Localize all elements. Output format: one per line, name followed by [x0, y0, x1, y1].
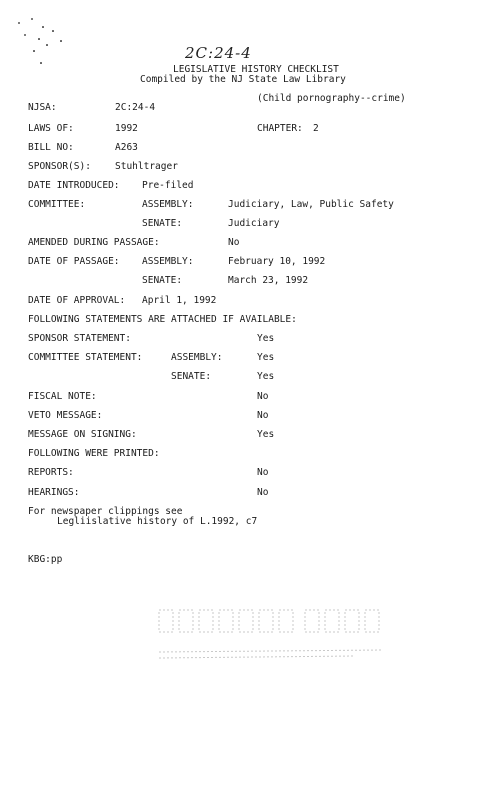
typist-initials: KBG:pp	[28, 554, 63, 565]
committee-senate-value: Judiciary	[228, 218, 280, 229]
date-of-approval-label: DATE OF APPROVAL:	[28, 295, 126, 306]
attached-heading: FOLLOWING STATEMENTS ARE ATTACHED IF AVAILABLE:	[28, 314, 297, 325]
sponsors-label: SPONSOR(S):	[28, 161, 91, 172]
laws-of-label: LAWS OF:	[28, 123, 74, 134]
sponsor-statement-label: SPONSOR STATEMENT:	[28, 333, 131, 344]
message-on-signing-value: Yes	[257, 429, 275, 440]
hearings-value: No	[257, 487, 269, 498]
date-introduced-label: DATE INTRODUCED:	[28, 180, 120, 191]
fiscal-note-label: FISCAL NOTE:	[28, 391, 97, 402]
committee-statement-senate-label: SENATE:	[171, 371, 212, 382]
sponsors-value: Stuhltrager	[115, 161, 178, 172]
message-on-signing-label: MESSAGE ON SIGNING:	[28, 429, 137, 440]
date-of-passage-label: DATE OF PASSAGE:	[28, 256, 120, 267]
hearings-label: HEARINGS:	[28, 487, 80, 498]
bill-no-label: BILL NO:	[28, 142, 74, 153]
sponsor-statement-value: Yes	[257, 333, 275, 344]
committee-statement-senate-value: Yes	[257, 371, 275, 382]
njsa-label: NJSA:	[28, 102, 57, 113]
bill-no-value: A263	[115, 142, 138, 153]
reports-value: No	[257, 467, 269, 478]
amended-value: No	[228, 237, 240, 248]
committee-statement-assembly-label: ASSEMBLY:	[171, 352, 223, 363]
passage-senate-value: March 23, 1992	[228, 275, 309, 286]
chapter-value: 2	[313, 123, 319, 134]
reports-label: REPORTS:	[28, 467, 74, 478]
veto-message-label: VETO MESSAGE:	[28, 410, 103, 421]
checklist-title: LEGISLATIVE HISTORY CHECKLIST	[173, 64, 339, 75]
committee-assembly-value: Judiciary, Law, Public Safety	[228, 199, 394, 210]
note-line-1: For newspaper clippings see	[28, 506, 183, 517]
checklist-subtitle: Compiled by the NJ State Law Library	[140, 74, 346, 85]
date-introduced-value: Pre-filed	[142, 180, 194, 191]
laws-of-value: 1992	[115, 123, 138, 134]
passage-assembly-label: ASSEMBLY:	[142, 256, 194, 267]
veto-message-value: No	[257, 410, 269, 421]
committee-label: COMMITTEE:	[28, 199, 86, 210]
handwritten-statute-number: 2C:24-4	[185, 44, 252, 62]
printed-heading: FOLLOWING WERE PRINTED:	[28, 448, 160, 459]
subject-line: (Child pornography--crime)	[257, 93, 406, 104]
passage-assembly-value: February 10, 1992	[228, 256, 326, 267]
date-of-approval-value: April 1, 1992	[142, 295, 217, 306]
committee-senate-label: SENATE:	[142, 218, 183, 229]
njsa-value: 2C:24-4	[115, 102, 156, 113]
fiscal-note-value: No	[257, 391, 269, 402]
passage-senate-label: SENATE:	[142, 275, 183, 286]
faded-stamp	[155, 604, 387, 666]
note-line-2: Legliislative history of L.1992, c7	[57, 516, 258, 527]
committee-assembly-label: ASSEMBLY:	[142, 199, 194, 210]
chapter-label: CHAPTER:	[257, 123, 303, 134]
committee-statement-label: COMMITTEE STATEMENT:	[28, 352, 143, 363]
amended-label: AMENDED DURING PASSAGE:	[28, 237, 160, 248]
committee-statement-assembly-value: Yes	[257, 352, 275, 363]
